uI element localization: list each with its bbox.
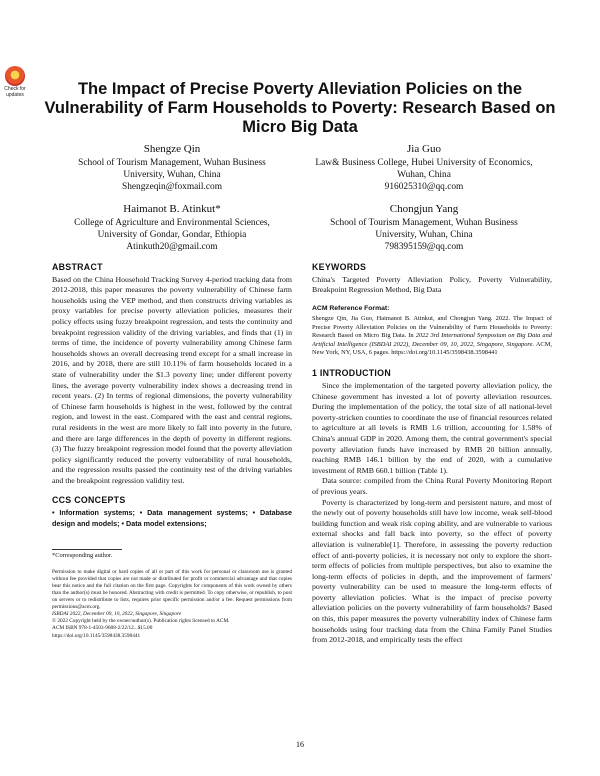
ccs-concepts: • Information systems; • Data management systems; • Database design and models; • Data model extensions; <box>52 508 292 528</box>
badge-caption: Check for updates <box>4 86 26 98</box>
intro-paragraph: Poverty is characterized by long-term and persistent nature, and most of the newly out of poverty households still have low income, weak self-blood building function and weak risk coping ability, and are vulnerable to various external shocks and fall back into poverty, so the effect of poverty alleviation is vulnerable[1]. Therefore, in assessing the poverty reduction effect of anti-poverty policies, it is necessary not only to explore the short-term effects of policies from multiple perspectives, but also to examine the long-term effects of policies in depth, and the improvement of farmers' poverty vulnerability can be used to measure the long-term effects of poverty alleviation policies. What is the impact of precise poverty alleviation policies on the poverty vulnerability of farm households? Based on this, this paper measures the poverty vulnerability index of Chinese farm households using four tracking data from the China Family Panel Studies from 2012-2018, and empirically tests the effect <box>312 497 552 645</box>
reference-heading: ACM Reference Format: <box>312 304 390 312</box>
corresponding-note: *Corresponding author. <box>52 552 113 560</box>
check-for-updates-badge[interactable] <box>2 66 28 96</box>
paper-title: The Impact of Precise Poverty Alleviation Policies on the Vulnerability of Farm Households to Poverty: Research Based on Micro Big Data <box>44 80 556 136</box>
doi-link[interactable]: https://doi.org/10.1145/3598438.3598441 <box>52 632 141 639</box>
reference-format <box>312 315 552 357</box>
author-affiliation: University, Wuhan, China <box>375 230 473 240</box>
author-name: Jia Guo <box>407 143 441 155</box>
author-email: 916025310@qq.com <box>384 182 464 192</box>
author-email: Shengzeqin@foxmail.com <box>121 182 223 192</box>
abstract-heading: ABSTRACT <box>52 262 103 272</box>
author-block <box>304 202 544 253</box>
author-affiliation: College of Agriculture and Environmental Sciences, <box>74 218 270 228</box>
left-column <box>52 262 292 640</box>
author-affiliation: Law& Business College, Hubei University of Economics, <box>315 158 533 168</box>
author-affiliation: School of Tourism Management, Wuhan Business <box>78 158 266 168</box>
page-number: 16 <box>296 740 304 749</box>
conference-line: ISBDAI 2022, December 09, 10, 2022, Singapore, Singapore <box>52 611 182 618</box>
author-email: 798395159@qq.com <box>384 242 464 252</box>
ccs-heading: CCS CONCEPTS <box>52 495 126 506</box>
isbn-line: ACM ISBN 978-1-4503-9688-2/22/12...$15.00 <box>52 625 153 632</box>
author-email: Atinkuth20@gmail.com <box>126 242 218 252</box>
right-column <box>312 262 552 646</box>
intro-paragraph: Since the implementation of the targeted poverty alleviation policy, the Chinese government has invested a lot of poverty alleviation resources. During the implementation of the policy, the total size of all national-level poverty-stricken counties to coordinate the use of financial resources related to agriculture at all levels is RMB 1.6 trillion, accounting for 1.58% of China's annual GDP in 2020. Among them, the central government's special poverty alleviation funds have increased by RMB 20 billion annually, reaching RMB 146.1 billion by the end of 2020, with a cumulative investment of RMB 660.1 billion (Table 1). <box>312 381 552 475</box>
author-affiliation: University of Gondar, Gondar, Ethiopia <box>97 230 247 240</box>
author-affiliation: Wuhan, China <box>397 170 451 180</box>
introduction-heading: 1 INTRODUCTION <box>312 368 391 379</box>
intro-paragraph: Data source: compiled from the China Rural Poverty Monitoring Report of previous years. <box>312 476 552 496</box>
footnote-rule <box>52 549 122 550</box>
reference-venue: 2022 3rd International Symposium on Big Data and Artificial Intelligence (ISBDAI 2022), December 09, 10, 2022, Singapore, Singapore. <box>312 332 552 348</box>
keywords-text: China's Targeted Poverty Alleviation Policy, Poverty Vulnerability, Breakpoint Regression Method, Big Data <box>312 274 552 295</box>
abstract-text: Based on the China Household Tracking Survey 4-period tracking data from 2012-2018, this paper measures the poverty vulnerability of Chinese farm households using the VEP method, and then constructs driving variables as proxy variables for precise poverty alleviation policies, measures their policy effects using fuzzy breakpoint regression, and tests the continuity and breakpoint regression validity of the driving variables, and finds that (1) in terms of time, the incidence of poverty vulnerability among Chinese farm households shows an overall decreasing trend except for a small increase in 2016, and by 2018, there are still 10.11% of farm households located in a state of vulnerability under the $1.3 poverty line; under different poverty lines, the average poverty vulnerability index shows a decreasing trend in recent years. (2) In terms of regional dimensions, the poverty vulnerability of Chinese farm households is highest in the west, followed by the central region, and lowest in the east. Compared with the east and central regions, rural residents in the west are more likely to fall into poverty in the future, and there are large differences in the depth of poverty in different regions. (3) The fuzzy breakpoint regression model found that the poverty alleviation policy significantly reduced the poverty vulnerability of rural households, and the regression results passed the continuity test of the driving variables and the breakpoint regression validity test. <box>52 274 292 485</box>
copyright-line: © 2022 Copyright held by the owner/author(s). Publication rights licensed to ACM. <box>52 618 230 625</box>
author-name: Haimanot B. Atinkut* <box>123 203 221 215</box>
author-name: Chongjun Yang <box>389 203 459 215</box>
keywords-heading: KEYWORDS <box>312 262 367 272</box>
author-block <box>52 142 292 193</box>
author-block <box>304 142 544 193</box>
crossmark-icon <box>5 66 25 86</box>
author-name: Shengze Qin <box>143 143 201 155</box>
author-affiliation: University, Wuhan, China <box>123 170 221 180</box>
author-block <box>52 202 292 253</box>
reference-main: Shengze Qin, Jia Guo, Haimanot B. Atinkut, and Chongjun Yang. 2022. The Impact of Precise Poverty Alleviation Policies on the Vulnerability of Farm Households to Poverty: Research Based on Micro Big Data. In <box>312 315 552 340</box>
permission-notice: Permission to make digital or hard copies of all or part of this work for personal or classroom use is granted without fee provided that copies are not made or distributed for profit or commercial advantage and that copies bear this notice and the full citation on the first page. Copyrights for components of this work owned by others than the author(s) must be honored. Abstracting with credit is permitted. To copy otherwise, or republish, to post on servers or to redistribute to lists, requires prior specific permission and/or a fee. Request permissions from permissions@acm.org. <box>52 568 292 611</box>
author-affiliation: School of Tourism Management, Wuhan Business <box>330 218 518 228</box>
reference-tail: ACM, New York, NY, USA, 6 pages. https://doi.org/10.1145/3598438.3598441 <box>312 340 552 356</box>
